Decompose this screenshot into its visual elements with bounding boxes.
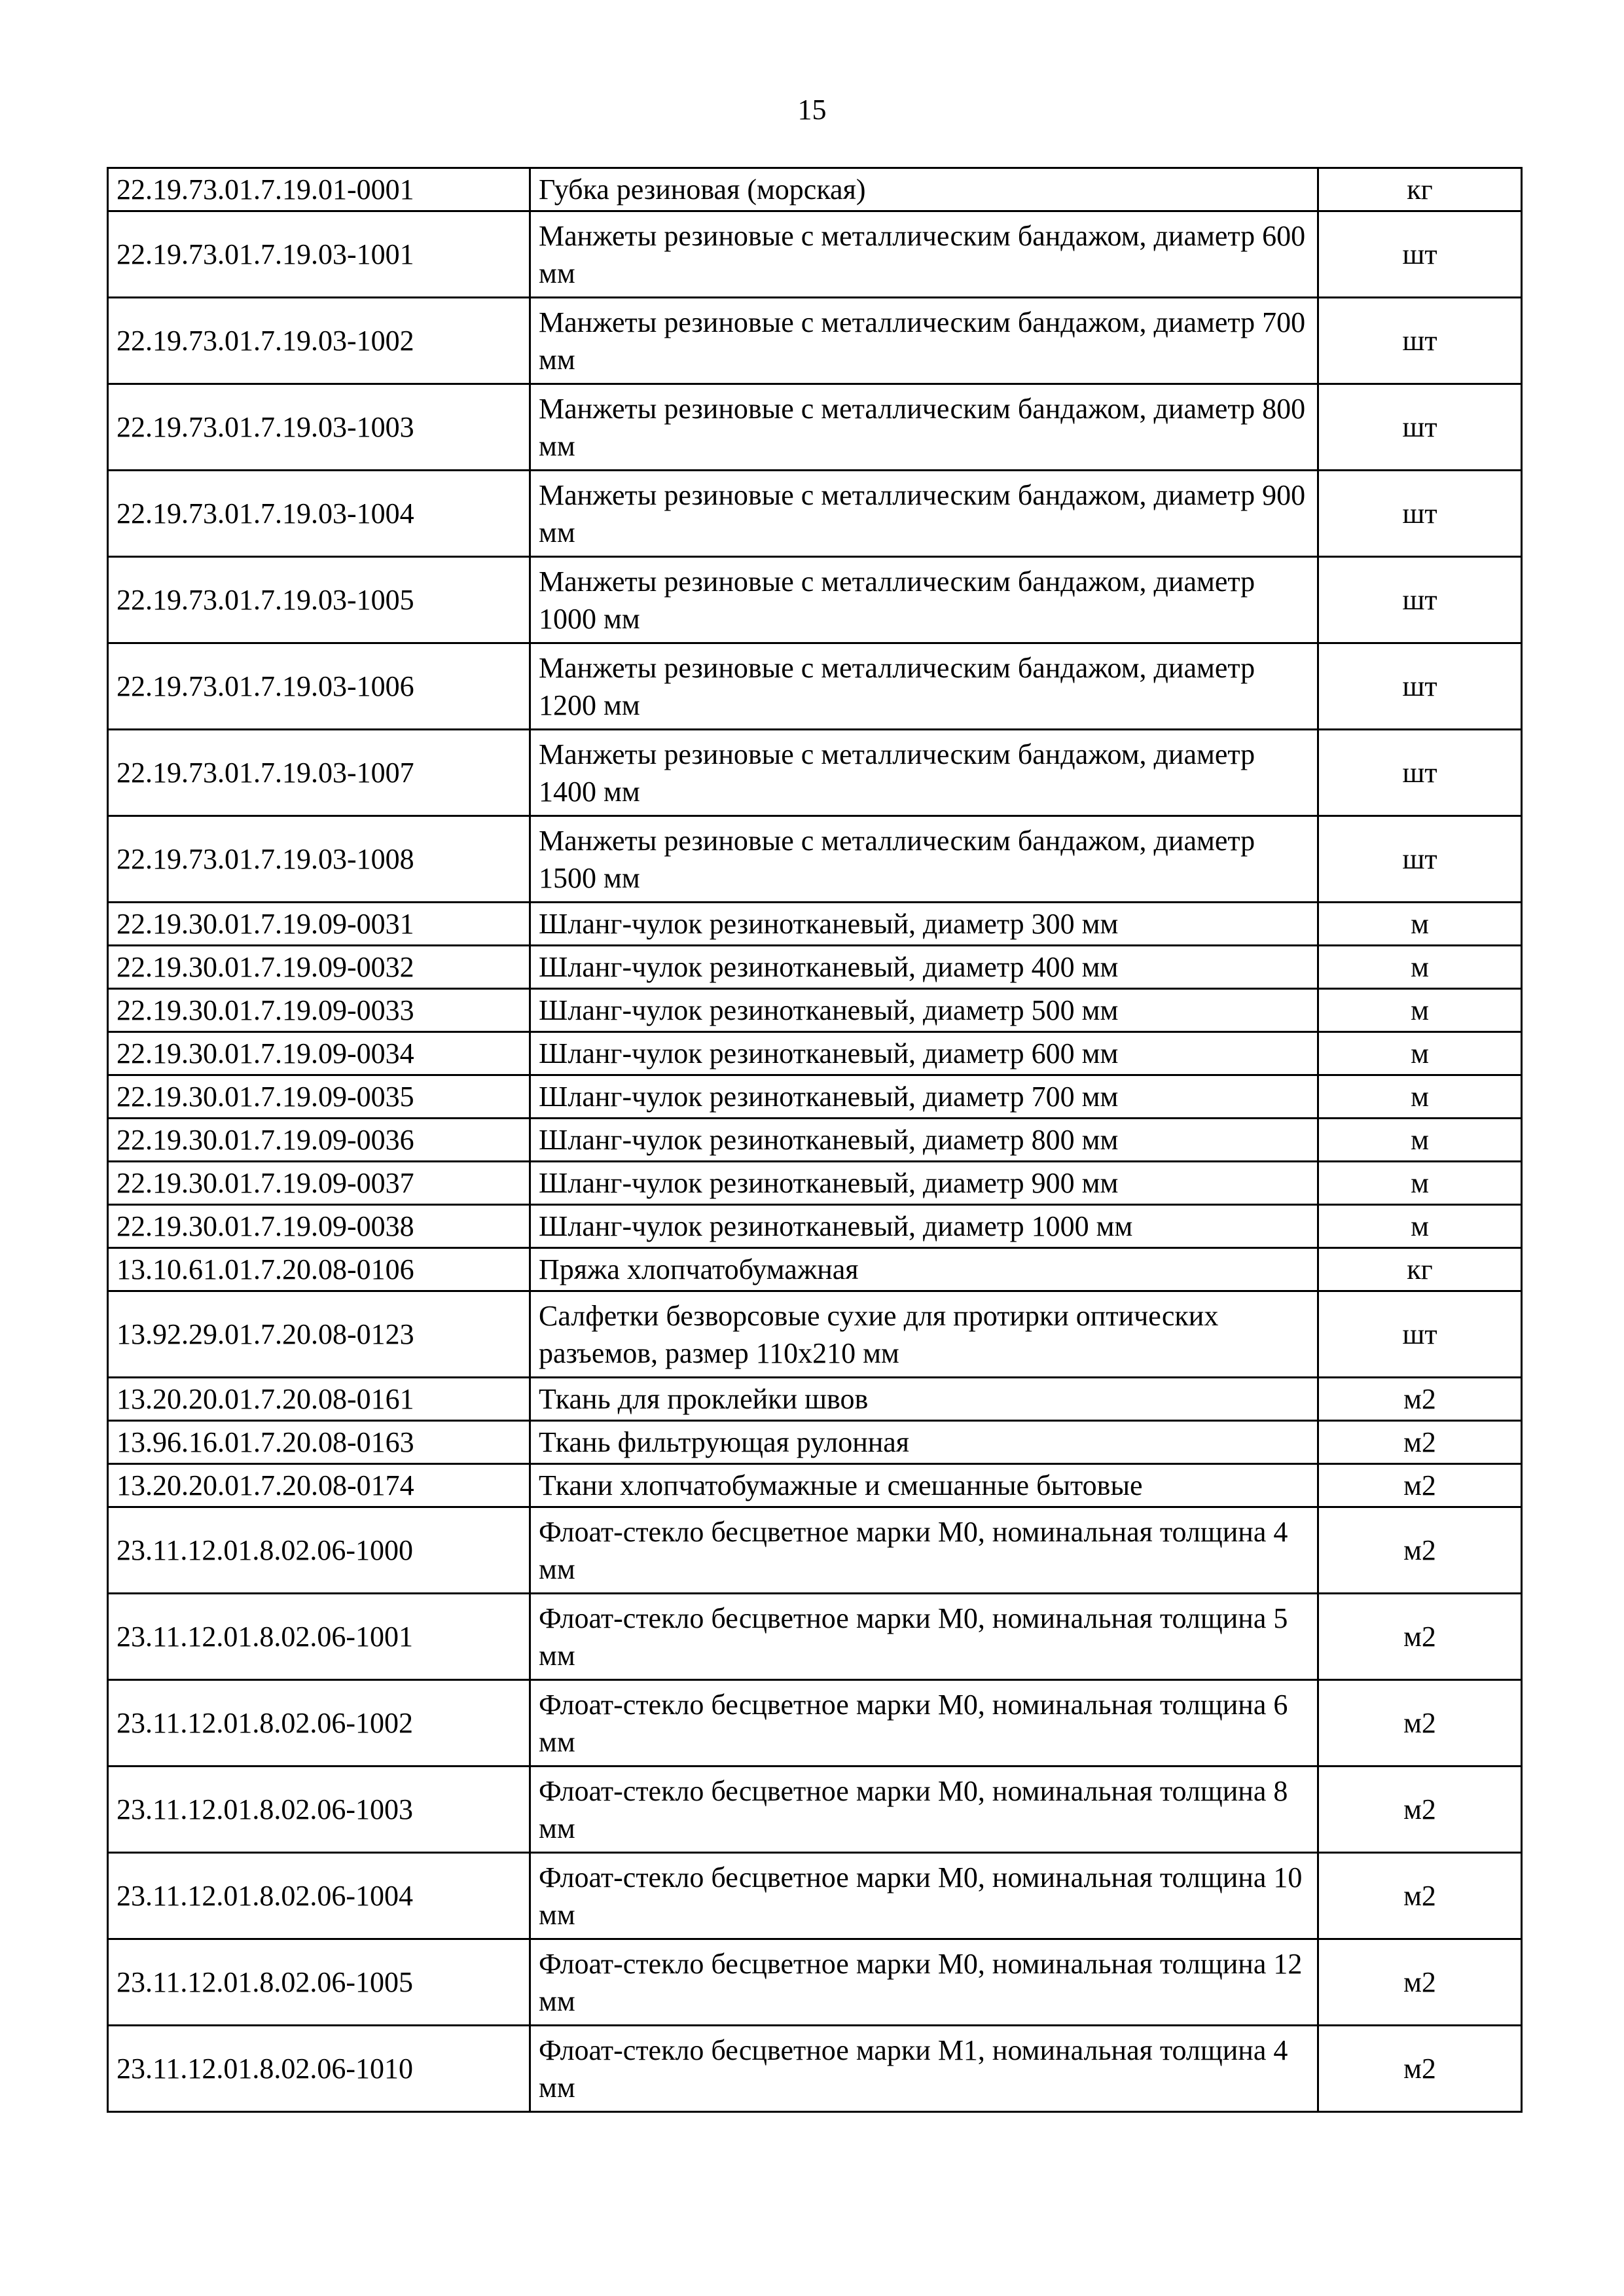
resource-unit: м xyxy=(1318,989,1522,1032)
table-row xyxy=(108,1248,1522,1291)
table-row xyxy=(108,1162,1522,1205)
table-row xyxy=(108,471,1522,557)
resource-unit: м2 xyxy=(1318,1378,1522,1421)
resource-name: Ткань фильтрующая рулонная xyxy=(530,1421,1318,1464)
resource-unit: кг xyxy=(1318,168,1522,211)
resource-unit: м2 xyxy=(1318,1464,1522,1507)
resource-code: 23.11.12.01.8.02.06-1010 xyxy=(108,2026,530,2112)
resource-unit: шт xyxy=(1318,643,1522,730)
resource-code: 23.11.12.01.8.02.06-1002 xyxy=(108,1680,530,1767)
resource-code: 22.19.30.01.7.19.09-0037 xyxy=(108,1162,530,1205)
table-row xyxy=(108,1507,1522,1594)
page-number: 15 xyxy=(797,94,827,126)
table-row xyxy=(108,1594,1522,1680)
resource-unit: кг xyxy=(1318,1248,1522,1291)
table-row xyxy=(108,730,1522,816)
resource-name: Манжеты резиновые с металлическим бандажом, диаметр 800 мм xyxy=(530,384,1318,471)
resource-code: 23.11.12.01.8.02.06-1005 xyxy=(108,1939,530,2026)
resource-name: Манжеты резиновые с металлическим бандажом, диаметр 600 мм xyxy=(530,211,1318,298)
resource-code: 23.11.12.01.8.02.06-1003 xyxy=(108,1767,530,1853)
resource-name: Манжеты резиновые с металлическим бандажом, диаметр 1500 мм xyxy=(530,816,1318,903)
resource-name: Флоат-стекло бесцветное марки М0, номинальная толщина 10 мм xyxy=(530,1853,1318,1939)
resource-code: 22.19.30.01.7.19.09-0033 xyxy=(108,989,530,1032)
table-row xyxy=(108,946,1522,989)
table-row xyxy=(108,1464,1522,1507)
resource-unit: шт xyxy=(1318,1291,1522,1378)
resource-code: 22.19.73.01.7.19.03-1002 xyxy=(108,298,530,384)
resource-code: 22.19.73.01.7.19.03-1005 xyxy=(108,557,530,643)
resource-unit: шт xyxy=(1318,730,1522,816)
table-row xyxy=(108,384,1522,471)
resource-code: 22.19.73.01.7.19.03-1003 xyxy=(108,384,530,471)
resource-name: Манжеты резиновые с металлическим бандажом, диаметр 1400 мм xyxy=(530,730,1318,816)
resource-name: Флоат-стекло бесцветное марки М0, номинальная толщина 4 мм xyxy=(530,1507,1318,1594)
table-row xyxy=(108,989,1522,1032)
table-row xyxy=(108,1767,1522,1853)
resource-name: Шланг-чулок резинотканевый, диаметр 800 мм xyxy=(530,1119,1318,1162)
resource-name: Шланг-чулок резинотканевый, диаметр 1000 мм xyxy=(530,1205,1318,1248)
resource-code: 13.10.61.01.7.20.08-0106 xyxy=(108,1248,530,1291)
resource-code: 22.19.30.01.7.19.09-0036 xyxy=(108,1119,530,1162)
resource-code: 22.19.73.01.7.19.03-1008 xyxy=(108,816,530,903)
resource-code: 13.96.16.01.7.20.08-0163 xyxy=(108,1421,530,1464)
table-row xyxy=(108,1853,1522,1939)
resource-code: 13.20.20.01.7.20.08-0174 xyxy=(108,1464,530,1507)
table-row xyxy=(108,643,1522,730)
table-row xyxy=(108,903,1522,946)
table-row xyxy=(108,1378,1522,1421)
resource-unit: м xyxy=(1318,1075,1522,1119)
table-row xyxy=(108,1939,1522,2026)
resource-unit: шт xyxy=(1318,471,1522,557)
resource-unit: шт xyxy=(1318,384,1522,471)
resource-name: Пряжа хлопчатобумажная xyxy=(530,1248,1318,1291)
table-row xyxy=(108,1119,1522,1162)
resource-name: Салфетки безворсовые сухие для протирки оптических разъемов, размер 110х210 мм xyxy=(530,1291,1318,1378)
resource-unit: м xyxy=(1318,1119,1522,1162)
resource-name: Флоат-стекло бесцветное марки М0, номинальная толщина 12 мм xyxy=(530,1939,1318,2026)
table-row xyxy=(108,298,1522,384)
table-row xyxy=(108,557,1522,643)
resource-unit: м2 xyxy=(1318,1594,1522,1680)
resource-unit: м xyxy=(1318,1032,1522,1075)
resource-name: Флоат-стекло бесцветное марки М1, номинальная толщина 4 мм xyxy=(530,2026,1318,2112)
table-row xyxy=(108,1680,1522,1767)
resource-code: 22.19.73.01.7.19.03-1006 xyxy=(108,643,530,730)
resource-name: Манжеты резиновые с металлическим бандажом, диаметр 900 мм xyxy=(530,471,1318,557)
resource-unit: шт xyxy=(1318,816,1522,903)
table-row xyxy=(108,1421,1522,1464)
resource-unit: м xyxy=(1318,903,1522,946)
resource-table xyxy=(107,167,1523,2113)
resource-unit: м xyxy=(1318,1162,1522,1205)
resource-name: Губка резиновая (морская) xyxy=(530,168,1318,211)
table-row xyxy=(108,2026,1522,2112)
resource-unit: м xyxy=(1318,1205,1522,1248)
resource-name: Шланг-чулок резинотканевый, диаметр 500 мм xyxy=(530,989,1318,1032)
table-row xyxy=(108,1075,1522,1119)
resource-code: 13.92.29.01.7.20.08-0123 xyxy=(108,1291,530,1378)
resource-name: Флоат-стекло бесцветное марки М0, номинальная толщина 6 мм xyxy=(530,1680,1318,1767)
resource-name: Флоат-стекло бесцветное марки М0, номинальная толщина 8 мм xyxy=(530,1767,1318,1853)
table-row xyxy=(108,1032,1522,1075)
resource-code: 22.19.73.01.7.19.03-1007 xyxy=(108,730,530,816)
table-row xyxy=(108,1291,1522,1378)
resource-unit: м xyxy=(1318,946,1522,989)
resource-code: 23.11.12.01.8.02.06-1001 xyxy=(108,1594,530,1680)
resource-unit: м2 xyxy=(1318,2026,1522,2112)
resource-unit: м2 xyxy=(1318,1680,1522,1767)
resource-code: 22.19.30.01.7.19.09-0031 xyxy=(108,903,530,946)
resource-name: Флоат-стекло бесцветное марки М0, номинальная толщина 5 мм xyxy=(530,1594,1318,1680)
resource-unit: м2 xyxy=(1318,1507,1522,1594)
resource-name: Манжеты резиновые с металлическим бандажом, диаметр 1200 мм xyxy=(530,643,1318,730)
resource-name: Шланг-чулок резинотканевый, диаметр 600 мм xyxy=(530,1032,1318,1075)
resource-name: Шланг-чулок резинотканевый, диаметр 700 мм xyxy=(530,1075,1318,1119)
resource-name: Манжеты резиновые с металлическим бандажом, диаметр 1000 мм xyxy=(530,557,1318,643)
table-row xyxy=(108,211,1522,298)
resource-code: 23.11.12.01.8.02.06-1004 xyxy=(108,1853,530,1939)
resource-unit: шт xyxy=(1318,298,1522,384)
table-row xyxy=(108,1205,1522,1248)
resource-code: 22.19.73.01.7.19.01-0001 xyxy=(108,168,530,211)
table-row xyxy=(108,816,1522,903)
resource-code: 22.19.30.01.7.19.09-0034 xyxy=(108,1032,530,1075)
resource-name: Ткани хлопчатобумажные и смешанные бытовые xyxy=(530,1464,1318,1507)
resource-code: 22.19.73.01.7.19.03-1004 xyxy=(108,471,530,557)
table-row xyxy=(108,168,1522,211)
resource-code: 23.11.12.01.8.02.06-1000 xyxy=(108,1507,530,1594)
resource-name: Шланг-чулок резинотканевый, диаметр 400 мм xyxy=(530,946,1318,989)
resource-code: 22.19.73.01.7.19.03-1001 xyxy=(108,211,530,298)
resource-unit: м2 xyxy=(1318,1939,1522,2026)
resource-name: Шланг-чулок резинотканевый, диаметр 900 мм xyxy=(530,1162,1318,1205)
resource-code: 22.19.30.01.7.19.09-0035 xyxy=(108,1075,530,1119)
resource-unit: м2 xyxy=(1318,1767,1522,1853)
resource-unit: шт xyxy=(1318,557,1522,643)
resource-unit: м2 xyxy=(1318,1421,1522,1464)
resource-code: 22.19.30.01.7.19.09-0032 xyxy=(108,946,530,989)
resource-name: Шланг-чулок резинотканевый, диаметр 300 мм xyxy=(530,903,1318,946)
resource-code: 13.20.20.01.7.20.08-0161 xyxy=(108,1378,530,1421)
resource-code: 22.19.30.01.7.19.09-0038 xyxy=(108,1205,530,1248)
resource-name: Ткань для проклейки швов xyxy=(530,1378,1318,1421)
resource-name: Манжеты резиновые с металлическим бандажом, диаметр 700 мм xyxy=(530,298,1318,384)
resource-unit: шт xyxy=(1318,211,1522,298)
resource-unit: м2 xyxy=(1318,1853,1522,1939)
